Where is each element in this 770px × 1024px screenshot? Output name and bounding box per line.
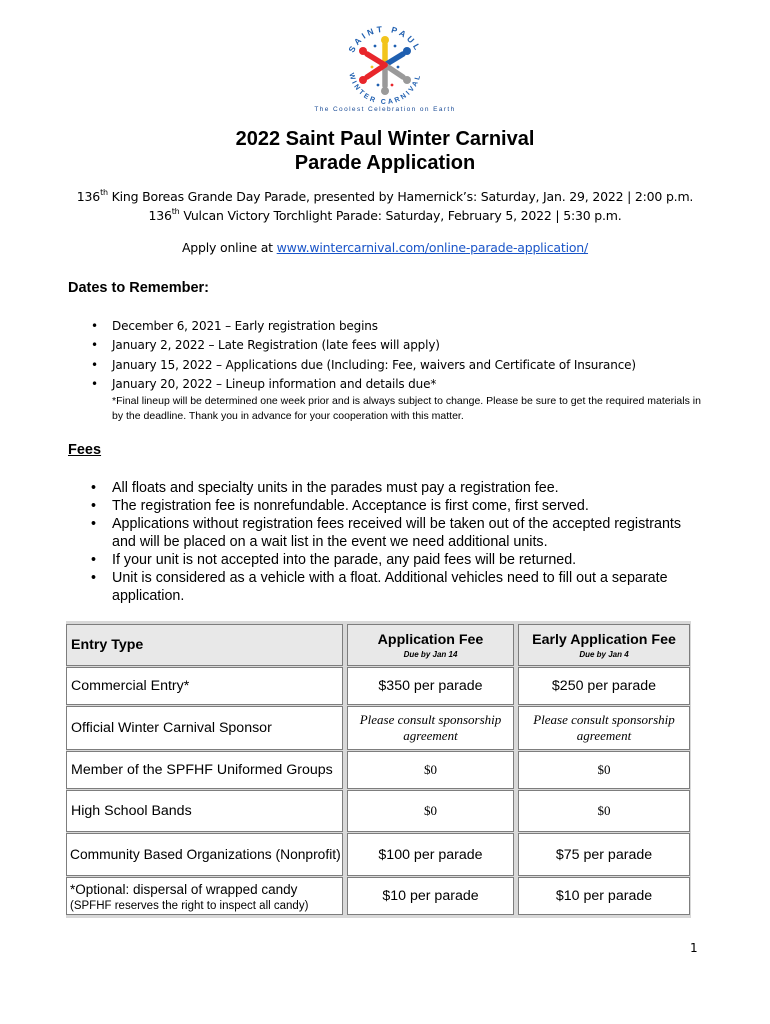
list-item: • January 15, 2022 – Applications due (Including: Fee, waivers and Certificate of Insurance): [88, 356, 636, 375]
header-label: Early Application Fee: [532, 632, 676, 648]
dates-heading: Dates to Remember:: [68, 280, 210, 296]
list-item: • If your unit is not accepted into the parade, any paid fees will be returned.: [88, 551, 708, 569]
table-row-entry: Official Winter Carnival Sponsor: [66, 706, 343, 750]
logo-tagline: The Coolest Celebration on Earth: [314, 106, 456, 113]
fees-heading: Fees: [68, 442, 102, 458]
table-row-entry: Member of the SPFHF Uniformed Groups: [66, 751, 343, 789]
header-due-date: Due by Jan 14: [403, 650, 458, 659]
table-row-entry: [66, 877, 343, 915]
parade-number: 136: [76, 189, 101, 204]
table-row-early-fee: $0: [518, 790, 690, 832]
logo-text-top: SAINT PAUL: [346, 23, 424, 55]
list-item: • The registration fee is nonrefundable. Acceptance is first come, first served.: [88, 497, 708, 515]
page-subtitle: Parade Application: [294, 152, 476, 174]
table-row-early-fee: $75 per parade: [518, 833, 690, 876]
table-row-app-fee: $10 per parade: [347, 877, 514, 915]
table-row-entry: Community Based Organizations (Nonprofit): [66, 833, 343, 876]
header-due-date: Due by Jan 4: [579, 650, 629, 659]
lineup-note: *Final lineup will be determined one week prior and is always subject to change. Please be sure to get the required materials in by the deadline. Thank you in advance for your cooperation with this matter.: [112, 395, 701, 422]
list-item: • January 20, 2022 – Lineup information and details due*: [88, 375, 636, 394]
table-row-early-fee: $10 per parade: [518, 877, 690, 915]
candy-entry-label: *Optional: dispersal of wrapped candy: [70, 882, 298, 897]
parade-details: King Boreas Grande Day Parade, presented by Hamernick’s: Saturday, Jan. 29, 2022 | 2:00 p.m.: [107, 189, 694, 204]
header-label: Application Fee: [377, 632, 484, 648]
table-row-entry: Commercial Entry*: [66, 667, 343, 705]
apply-online-line: [0, 240, 770, 255]
candy-entry-note: (SPFHF reserves the right to inspect all candy): [70, 900, 309, 912]
list-item: • December 6, 2021 – Early registration begins: [88, 317, 636, 336]
fee-table: [66, 621, 691, 918]
parade-details: Vulcan Victory Torchlight Parade: Saturday, February 5, 2022 | 5:30 p.m.: [179, 208, 622, 223]
table-row-app-fee: $0: [347, 790, 514, 832]
parade-torchlight-info: [0, 208, 770, 223]
page-number: 1: [690, 941, 698, 955]
apply-prefix: Apply online at: [181, 240, 277, 255]
table-row-app-fee: $100 per parade: [347, 833, 514, 876]
parade-grande-day-info: [0, 189, 770, 204]
list-item: • Unit is considered as a vehicle with a float. Additional vehicles need to fill out a separate application.: [88, 569, 708, 605]
table-row-early-fee: $250 per parade: [518, 667, 690, 705]
ordinal-suffix: th: [171, 206, 180, 216]
table-header-entry-type: Entry Type: [66, 624, 343, 666]
dates-list: [88, 317, 636, 394]
page-title: 2022 Saint Paul Winter Carnival: [235, 128, 535, 150]
table-row-app-fee: $0: [347, 751, 514, 789]
table-row-app-fee: $350 per parade: [347, 667, 514, 705]
logo-text-bottom: WINTER CARNIVAL: [347, 72, 423, 107]
parade-number: 136: [148, 208, 172, 223]
table-row-early-fee: $0: [518, 751, 690, 789]
fees-list: [88, 479, 708, 605]
table-header-early-application-fee: [518, 624, 690, 666]
table-row-app-fee: Please consult sponsorship agreement: [347, 706, 514, 750]
ordinal-suffix: th: [100, 187, 108, 197]
list-item: • All floats and specialty units in the parades must pay a registration fee.: [88, 479, 708, 497]
table-header-application-fee: [347, 624, 514, 666]
winter-carnival-logo: [335, 22, 435, 108]
list-item: • Applications without registration fees received will be taken out of the accepted registrants and will be placed on a wait list in the event we need additional units.: [88, 515, 708, 551]
apply-online-link[interactable]: www.wintercarnival.com/online-parade-application/: [276, 240, 589, 255]
table-row-early-fee: Please consult sponsorship agreement: [518, 706, 690, 750]
table-row-entry: High School Bands: [66, 790, 343, 832]
snowflake-figures-icon: [359, 36, 411, 95]
list-item: • January 2, 2022 – Late Registration (late fees will apply): [88, 336, 636, 355]
